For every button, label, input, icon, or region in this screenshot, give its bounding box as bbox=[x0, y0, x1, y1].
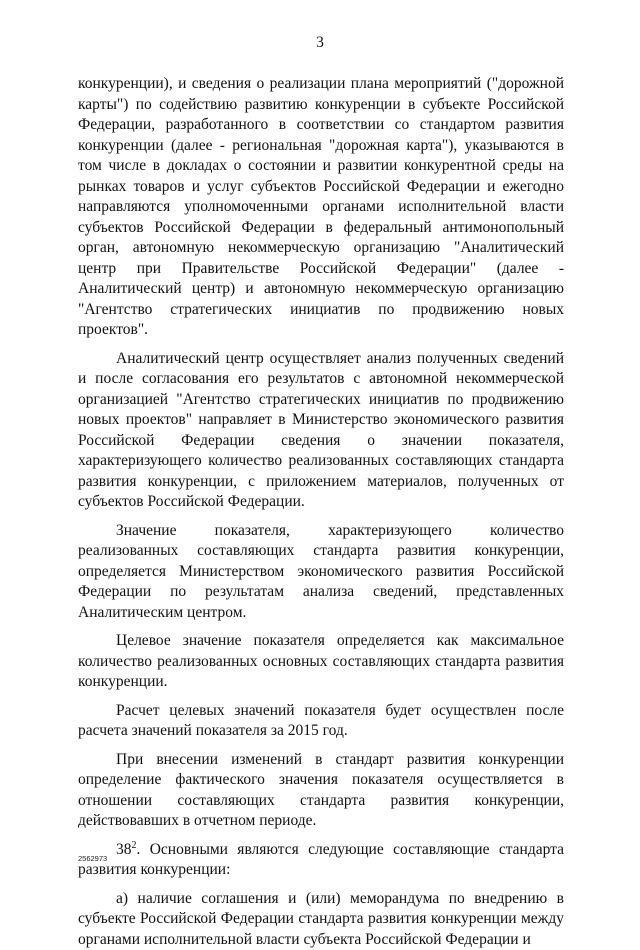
document-code: 2562973 bbox=[78, 854, 107, 863]
page-number: 3 bbox=[0, 34, 640, 52]
paragraph-analytical-center: Аналитический центр осуществляет анализ полученных сведений и после согласования его результатов с автономной некоммерческой организацией "Агентство стратегических инициатив по продвижению новых проектов" направляет в Министерство экономического развития Российской Федерации сведения о значении показателя, характеризующего количество реализованных составляющих стандарта развития конкуренции, с приложением материалов, полученных от субъектов Российской Федерации. bbox=[78, 349, 564, 513]
clause-superscript: 2 bbox=[132, 839, 137, 850]
clause-number: 38 bbox=[116, 841, 132, 858]
clause-38-2 bbox=[78, 840, 564, 881]
paragraph-target-value: Целевое значение показателя определяется как максимальное количество реализованных основных составляющих стандарта развития конкуренции. bbox=[78, 631, 564, 693]
paragraph-standard-changes: При внесении изменений в стандарт развития конкуренции определение фактического значения показателя осуществляется в отношении составляющих стандарта развития конкуренции, действовавших в отчетном периоде. bbox=[78, 750, 564, 832]
paragraph-target-calc: Расчет целевых значений показателя будет осуществлен после расчета значений показателя за 2015 год. bbox=[78, 701, 564, 742]
paragraph-continuation: конкуренции), и сведения о реализации плана мероприятий ("дорожной карты") по содействию развитию конкуренции в субъекте Российской Федерации, разработанного в соответствии со стандартом развития конкуренции (далее - региональная "дорожная карта"), указываются в том числе в докладах о состоянии и развитии конкурентной среды на рынках товаров и услуг субъектов Российской Федерации и ежегодно направляются уполномоченными органами исполнительной власти субъектов Российской Федерации в федеральный антимонопольный орган, автономную некоммерческую организацию "Аналитический центр при Правительстве Российской Федерации" (далее - Аналитический центр) и автономную некоммерческую организацию "Агентство стратегических инициатив по продвижению новых проектов". bbox=[78, 74, 564, 341]
clause-text: . Основными являются следующие составляющие стандарта развития конкуренции: bbox=[78, 841, 564, 879]
document-body bbox=[78, 74, 564, 950]
list-item-a: а) наличие соглашения и (или) меморандума по внедрению в субъекте Российской Федерации стандарта развития конкуренции между органами исполнительной власти субъекта Российской Федерации и bbox=[78, 889, 564, 950]
paragraph-indicator-value: Значение показателя, характеризующего количество реализованных составляющих стандарта развития конкуренции, определяется Министерством экономического развития Российской Федерации по результатам анализа сведений, представленных Аналитическим центром. bbox=[78, 521, 564, 624]
